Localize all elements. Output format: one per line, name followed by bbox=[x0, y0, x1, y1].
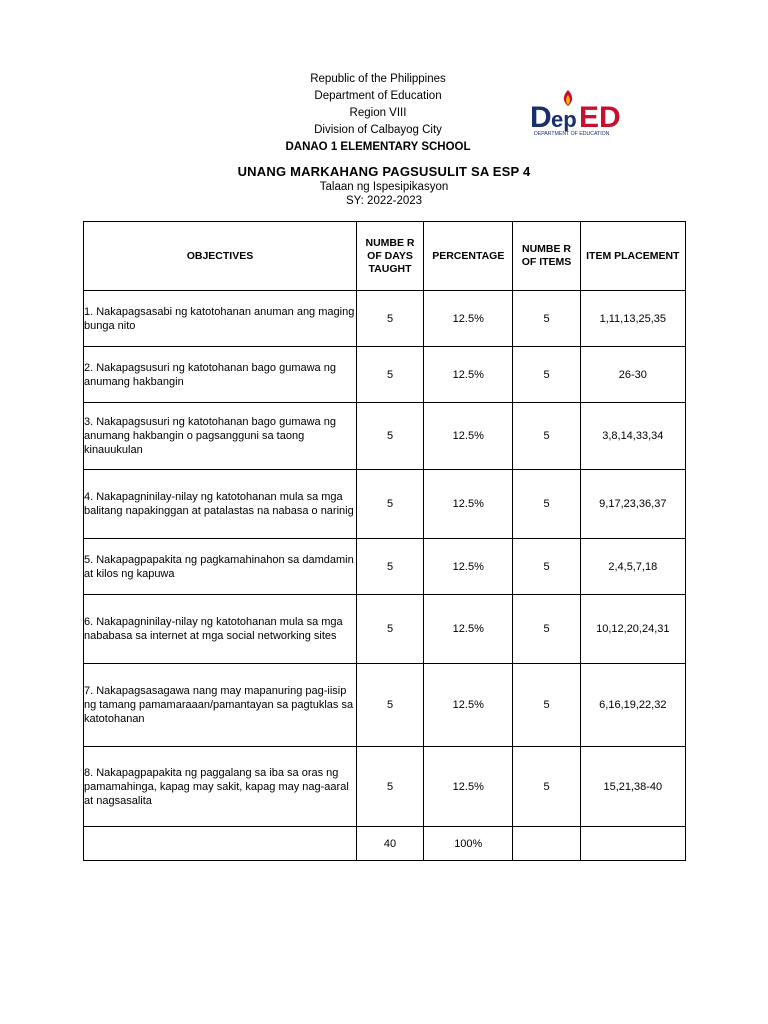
objective-cell: 1. Nakapagsasabi ng katotohanan anuman ang maging bunga nito bbox=[84, 291, 357, 347]
days-cell: 5 bbox=[356, 664, 423, 747]
items-cell: 5 bbox=[513, 664, 580, 747]
placement-cell: 2,4,5,7,18 bbox=[580, 539, 685, 595]
table-row bbox=[84, 747, 686, 827]
total-items-cell bbox=[513, 827, 580, 861]
placement-cell: 26-30 bbox=[580, 347, 685, 403]
placement-cell: 9,17,23,36,37 bbox=[580, 470, 685, 539]
total-placement-cell bbox=[580, 827, 685, 861]
header-department: Department of Education bbox=[314, 90, 442, 102]
days-cell: 5 bbox=[356, 291, 423, 347]
placement-cell: 10,12,20,24,31 bbox=[580, 595, 685, 664]
percentage-cell: 12.5% bbox=[424, 291, 513, 347]
subtitle-specification: Talaan ng Ispesipikasyon bbox=[319, 181, 449, 193]
percentage-cell: 12.5% bbox=[424, 595, 513, 664]
placement-cell: 15,21,38-40 bbox=[580, 747, 685, 827]
table-row bbox=[84, 291, 686, 347]
totals-row bbox=[84, 827, 686, 861]
svg-text:DEPARTMENT OF EDUCATION: DEPARTMENT OF EDUCATION bbox=[534, 131, 610, 137]
items-cell: 5 bbox=[513, 539, 580, 595]
percentage-cell: 12.5% bbox=[424, 664, 513, 747]
items-cell: 5 bbox=[513, 595, 580, 664]
days-cell: 5 bbox=[356, 470, 423, 539]
objective-cell: 7. Nakapagsasagawa nang may mapanuring pag-iisip ng tamang pamamaraaan/pamantayan sa pagtuklas sa katotohanan bbox=[84, 664, 357, 747]
header-number-of-items: NUMBE R OF ITEMS bbox=[513, 222, 580, 291]
percentage-cell: 12.5% bbox=[424, 747, 513, 827]
table-header-row bbox=[84, 222, 686, 291]
table-row bbox=[84, 664, 686, 747]
header-region: Region VIII bbox=[349, 107, 407, 119]
days-cell: 5 bbox=[356, 347, 423, 403]
percentage-cell: 12.5% bbox=[424, 347, 513, 403]
objective-cell: 2. Nakapagsusuri ng katotohanan bago gumawa ng anumang hakbangin bbox=[84, 347, 357, 403]
days-cell: 5 bbox=[356, 595, 423, 664]
svg-text:ep: ep bbox=[551, 107, 577, 132]
totals-label-cell bbox=[84, 827, 357, 861]
items-cell: 5 bbox=[513, 347, 580, 403]
items-cell: 5 bbox=[513, 291, 580, 347]
deped-logo bbox=[528, 80, 628, 138]
table-row bbox=[84, 595, 686, 664]
table-row bbox=[84, 403, 686, 470]
header-percentage: PERCENTAGE bbox=[424, 222, 513, 291]
days-cell: 5 bbox=[356, 403, 423, 470]
objective-cell: 3. Nakapagsusuri ng katotohanan bago gumawa ng anumang hakbangin o pagsangguni sa taong kinauukulan bbox=[84, 403, 357, 470]
specification-table bbox=[83, 221, 686, 861]
subtitle-school-year: SY: 2022-2023 bbox=[345, 195, 423, 207]
header-republic: Republic of the Philippines bbox=[310, 73, 446, 85]
document-header bbox=[250, 71, 506, 156]
svg-text:ED: ED bbox=[579, 101, 621, 134]
percentage-cell: 12.5% bbox=[424, 470, 513, 539]
days-cell: 5 bbox=[356, 539, 423, 595]
table-row bbox=[84, 347, 686, 403]
placement-cell: 6,16,19,22,32 bbox=[580, 664, 685, 747]
table-row bbox=[84, 470, 686, 539]
percentage-cell: 12.5% bbox=[424, 403, 513, 470]
items-cell: 5 bbox=[513, 470, 580, 539]
placement-cell: 3,8,14,33,34 bbox=[580, 403, 685, 470]
header-item-placement: ITEM PLACEMENT bbox=[580, 222, 685, 291]
header-division: Division of Calbayog City bbox=[314, 124, 442, 136]
svg-text:D: D bbox=[530, 101, 552, 134]
header-objectives: OBJECTIVES bbox=[84, 222, 357, 291]
objective-cell: 5. Nakapagpapakita ng pagkamahinahon sa damdamin at kilos ng kapuwa bbox=[84, 539, 357, 595]
percentage-cell: 12.5% bbox=[424, 539, 513, 595]
placement-cell: 1,11,13,25,35 bbox=[580, 291, 685, 347]
objective-cell: 6. Nakapagninilay-nilay ng katotohanan mula sa mga nababasa sa internet at mga social networking sites bbox=[84, 595, 357, 664]
items-cell: 5 bbox=[513, 747, 580, 827]
total-days-cell: 40 bbox=[356, 827, 423, 861]
header-school: DANAO 1 ELEMENTARY SCHOOL bbox=[285, 141, 471, 153]
table-row bbox=[84, 539, 686, 595]
header-days-taught: NUMBE R OF DAYS TAUGHT bbox=[356, 222, 423, 291]
objective-cell: 8. Nakapagpapakita ng paggalang sa iba sa oras ng pamamahinga, kapag may sakit, kapag may nag-aaral at nagsasalita bbox=[84, 747, 357, 827]
objective-cell: 4. Nakapagninilay-nilay ng katotohanan mula sa mga balitang napakinggan at patalastas na nabasa o narinig bbox=[84, 470, 357, 539]
page-title: UNANG MARKAHANG PAGSUSULIT SA ESP 4 bbox=[237, 164, 531, 179]
days-cell: 5 bbox=[356, 747, 423, 827]
items-cell: 5 bbox=[513, 403, 580, 470]
total-percentage-cell: 100% bbox=[424, 827, 513, 861]
